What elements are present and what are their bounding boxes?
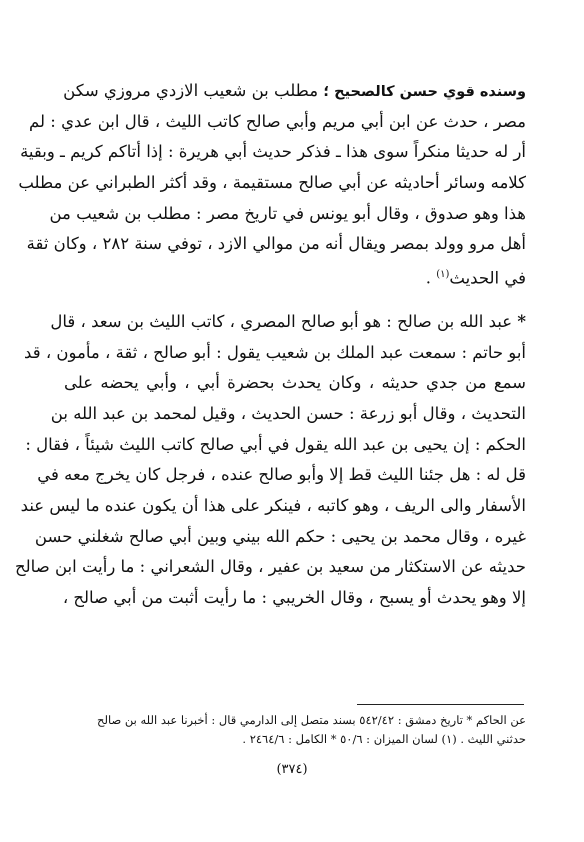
text-line bbox=[64, 260, 526, 291]
text-line: الحكم : إن يحيى بن عبد الله يقول في أبي صالح كاتب الليث شيئاً ، فقال : bbox=[25, 434, 526, 454]
footnote-marker: (١) bbox=[436, 269, 450, 281]
footnote-separator bbox=[357, 704, 524, 705]
text-line: أهل مرو وولد بمصر ويقال أنه من موالي الازد ، توفي سنة ٢٨٢ ، وكان ثقة bbox=[26, 234, 526, 254]
text-line: سمع من جدي حديثه ، وكان يحدث بحضرة أبي ، وأبي يحضه على bbox=[64, 373, 526, 393]
line-text: في الحديث bbox=[449, 268, 526, 288]
text-line: غيره ، وقال محمد بن يحيى : حكم الله بيني وبين أبي صالح شغلني حسن bbox=[34, 526, 526, 546]
line-text: . bbox=[425, 268, 437, 288]
text-line: كلامه وسائر أحاديثه عن أبي صالح مستقيمة ، وقد أكثر الطبراني عن مطلب bbox=[18, 173, 526, 193]
text-line: حديثه عن الاستكثار من سعيد بن عفير ، وقال الشعراني : ما رأيت ابن صالح bbox=[15, 557, 526, 577]
asterisk-marker: * bbox=[517, 311, 526, 331]
text-line: قل له : هل جئنا الليث قط إلا وأبو صالح عنده ، فرجل كان يخرج معه في bbox=[37, 465, 526, 485]
footnote-line: عن الحاكم * تاريخ دمشق : ٥٤٢/٤٢ بسند متصل إلى الدارمي قال : أخبرنا عبد الله بن صالح bbox=[97, 713, 526, 727]
page-number: (٣٧٤) bbox=[276, 762, 308, 777]
main-text bbox=[15, 76, 526, 614]
paragraph-gap bbox=[64, 291, 526, 307]
line-text: عبد الله بن صالح : هو أبو صالح المصري ، كاتب الليث بن سعد ، قال bbox=[50, 311, 518, 331]
text-line: أبو حاتم : سمعت عبد الملك بن شعيب يقول : أبو صالح ، ثقة ، مأمون ، قد bbox=[24, 342, 526, 362]
text-line: التحديث ، وقال أبو زرعة : حسن الحديث ، وقيل لمحمد بن عبد الله بن bbox=[50, 403, 526, 423]
bold-lead-phrase: وسنده قوي حسن كالصحيح ؛ bbox=[323, 84, 526, 100]
line-text: مطلب بن شعيب الازدي مروزي سكن bbox=[63, 81, 324, 100]
footnote-line: حدثني الليث . (١) لسان الميزان : ٥٠/٦ * الكامل : ٢٤٦٤/٦ . bbox=[242, 732, 526, 746]
footnotes bbox=[64, 711, 526, 749]
text-line bbox=[50, 307, 526, 338]
text-line: هذا وهو صدوق ، وقال أبو يونس في تاريخ مصر : مطلب بن شعيب من bbox=[49, 203, 526, 223]
text-line: الأسفار والى الريف ، وهو كاتبه ، فينكر على هذا أن يكون عنده ما ليس عند bbox=[20, 495, 526, 515]
text-line bbox=[64, 76, 526, 107]
text-line: أر له حديثا منكراً سوى هذا ـ فذكر حديث أبي هريرة : إذا أتاكم كريم ـ وبقية bbox=[20, 142, 526, 162]
text-line: مصر ، حدث عن ابن أبي مريم وأبي صالح كاتب الليث ، قال ابن عدي : لم bbox=[29, 111, 526, 131]
text-line: إلا وهو يحدث أو يسبح ، وقال الخريبي : ما رأيت أثبت من أبي صالح ، bbox=[62, 588, 526, 607]
